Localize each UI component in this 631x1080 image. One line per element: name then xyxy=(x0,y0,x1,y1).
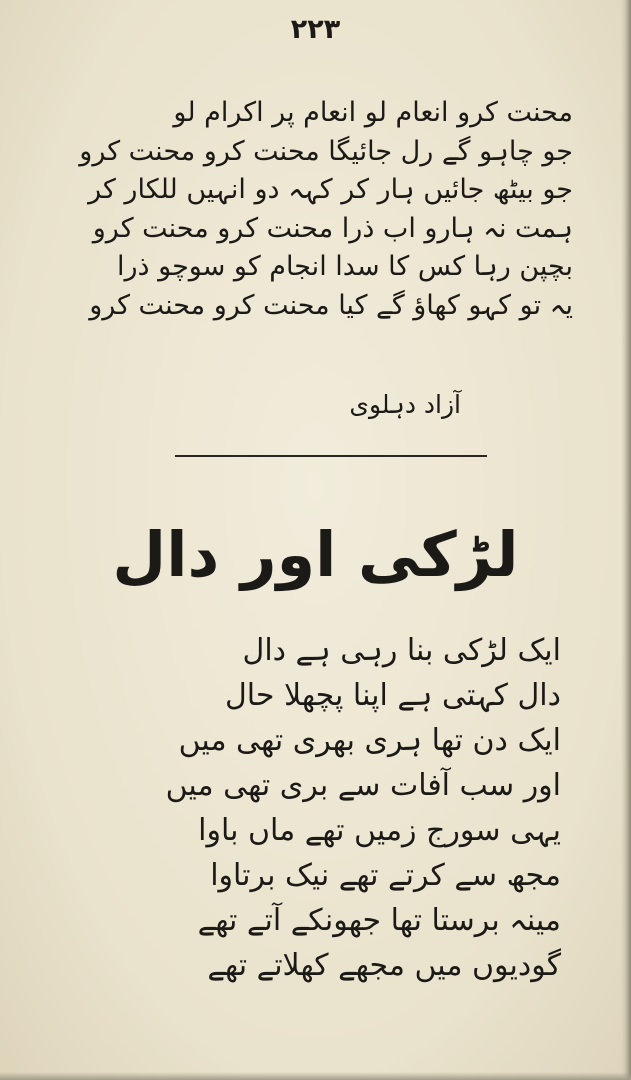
poem1-line-4: ہمت نہ ہارو اب ذرا محنت کرو محنت کرو xyxy=(92,212,573,244)
page-bottom-shadow xyxy=(0,1072,631,1080)
poem1-line-2: جو چاہو گے رل جائیگا محنت کرو محنت کرو xyxy=(79,135,573,167)
poet-name: آزاد دہلوی xyxy=(349,390,461,419)
poem2-line-8: گودیوں میں مجھے کھلاتے تھے xyxy=(207,948,561,983)
poem1-line-6: یہ تو کہو کھاؤ گے کیا محنت کرو محنت کرو xyxy=(89,289,573,321)
poem-mehnat-karo xyxy=(13,94,573,325)
poem-title: لڑکی اور دال xyxy=(112,518,519,591)
poem1-line-3: جو بیٹھ جائیں ہار کر کہہ دو انہیں للکار کر xyxy=(88,174,573,205)
poem1-line-5: بچپن رہا کس کا سدا انجام کو سوچو ذرا xyxy=(116,251,573,282)
page-edge-shadow xyxy=(621,0,631,1080)
poem2-line-4: اور سب آفات سے بری تھی میں xyxy=(165,768,561,803)
poem1-line-1: محنت کرو انعام لو انعام پر اکرام لو xyxy=(173,97,573,128)
poem2-line-6: مجھ سے کرتے تھے نیک برتاوا xyxy=(210,858,561,893)
poem2-line-3: ایک دن تھا ہری بھری تھی میں xyxy=(178,723,561,758)
poem2-line-1: ایک لڑکی بنا رہی ہے دال xyxy=(242,633,561,668)
page-number: ۲۲۳ xyxy=(290,14,341,45)
section-divider xyxy=(175,455,487,457)
poem-larki-aur-daal xyxy=(41,628,561,988)
poem2-line-7: مینہ برستا تھا جھونکے آتے تھے xyxy=(197,903,561,938)
poem2-line-2: دال کہتی ہے اپنا پچھلا حال xyxy=(224,678,561,713)
poem2-line-5: یہی سورج زمیں تھے ماں باوا xyxy=(198,813,561,848)
